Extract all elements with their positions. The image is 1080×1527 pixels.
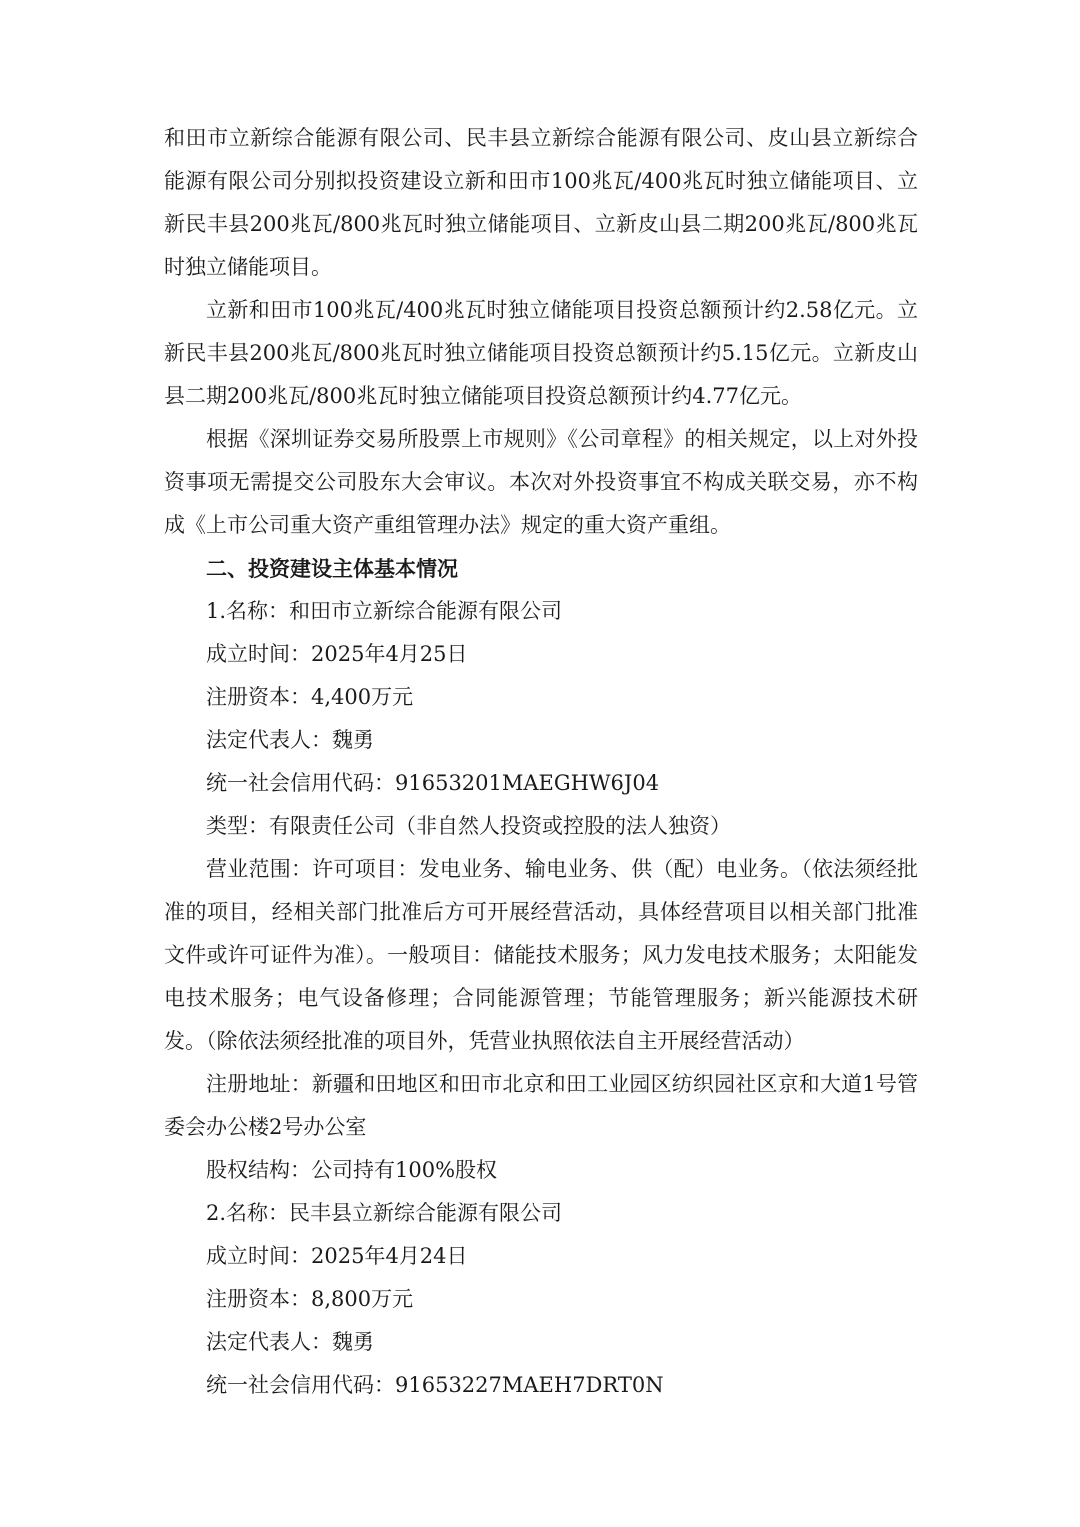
company2-legal-rep: 法定代表人：魏勇 <box>206 1330 374 1354</box>
company2-credit-code: 统一社会信用代码：91653227MAEH7DRT0N <box>206 1373 664 1397</box>
company2-established: 成立时间：2025年4月24日 <box>206 1244 468 1268</box>
company1-legal-rep: 法定代表人：魏勇 <box>206 728 374 752</box>
company1-equity: 股权结构：公司持有100%股权 <box>206 1158 498 1182</box>
paragraph-project-overview: 和田市立新综合能源有限公司、民丰县立新综合能源有限公司、皮山县立新综合能源有限公司分别拟投资建设立新和田市100兆瓦/400兆瓦时独立储能项目、立新民丰县200兆瓦/800兆瓦时独立储能项目、立新皮山县二期200兆瓦/800兆瓦时独立储能项目。 <box>164 126 918 279</box>
company2-name: 2.名称：民丰县立新综合能源有限公司 <box>206 1201 563 1225</box>
company1-type: 类型：有限责任公司（非自然人投资或控股的法人独资） <box>206 814 731 838</box>
paragraph-approval-rules: 根据《深圳证券交易所股票上市规则》《公司章程》的相关规定，以上对外投资事项无需提交公司股东大会审议。本次对外投资事宜不构成关联交易，亦不构成《上市公司重大资产重组管理办法》规定的重大资产重组。 <box>164 427 918 537</box>
company1-name: 1.名称：和田市立新综合能源有限公司 <box>206 599 563 623</box>
company1-credit-code: 统一社会信用代码：91653201MAEGHW6J04 <box>206 771 660 795</box>
document-page <box>164 117 918 1407</box>
company1-established: 成立时间：2025年4月25日 <box>206 642 468 666</box>
company1-address: 注册地址：新疆和田地区和田市北京和田工业园区纺织园社区京和大道1号管委会办公楼2号办公室 <box>164 1072 918 1139</box>
paragraph-investment-amounts: 立新和田市100兆瓦/400兆瓦时独立储能项目投资总额预计约2.58亿元。立新民丰县200兆瓦/800兆瓦时独立储能项目投资总额预计约5.15亿元。立新皮山县二期200兆瓦/800兆瓦时独立储能项目投资总额预计约4.77亿元。 <box>164 298 918 408</box>
company2-capital: 注册资本：8,800万元 <box>206 1287 414 1311</box>
company1-scope: 营业范围：许可项目：发电业务、输电业务、供（配）电业务。（依法须经批准的项目，经相关部门批准后方可开展经营活动，具体经营项目以相关部门批准文件或许可证件为准）。一般项目：储能技术服务；风力发电技术服务；太阳能发电技术服务；电气设备修理；合同能源管理；节能管理服务；新兴能源技术研发。（除依法须经批准的项目外，凭营业执照依法自主开展经营活动） <box>164 857 918 1053</box>
section-heading: 二、投资建设主体基本情况 <box>206 556 458 581</box>
company1-capital: 注册资本：4,400万元 <box>206 685 414 709</box>
